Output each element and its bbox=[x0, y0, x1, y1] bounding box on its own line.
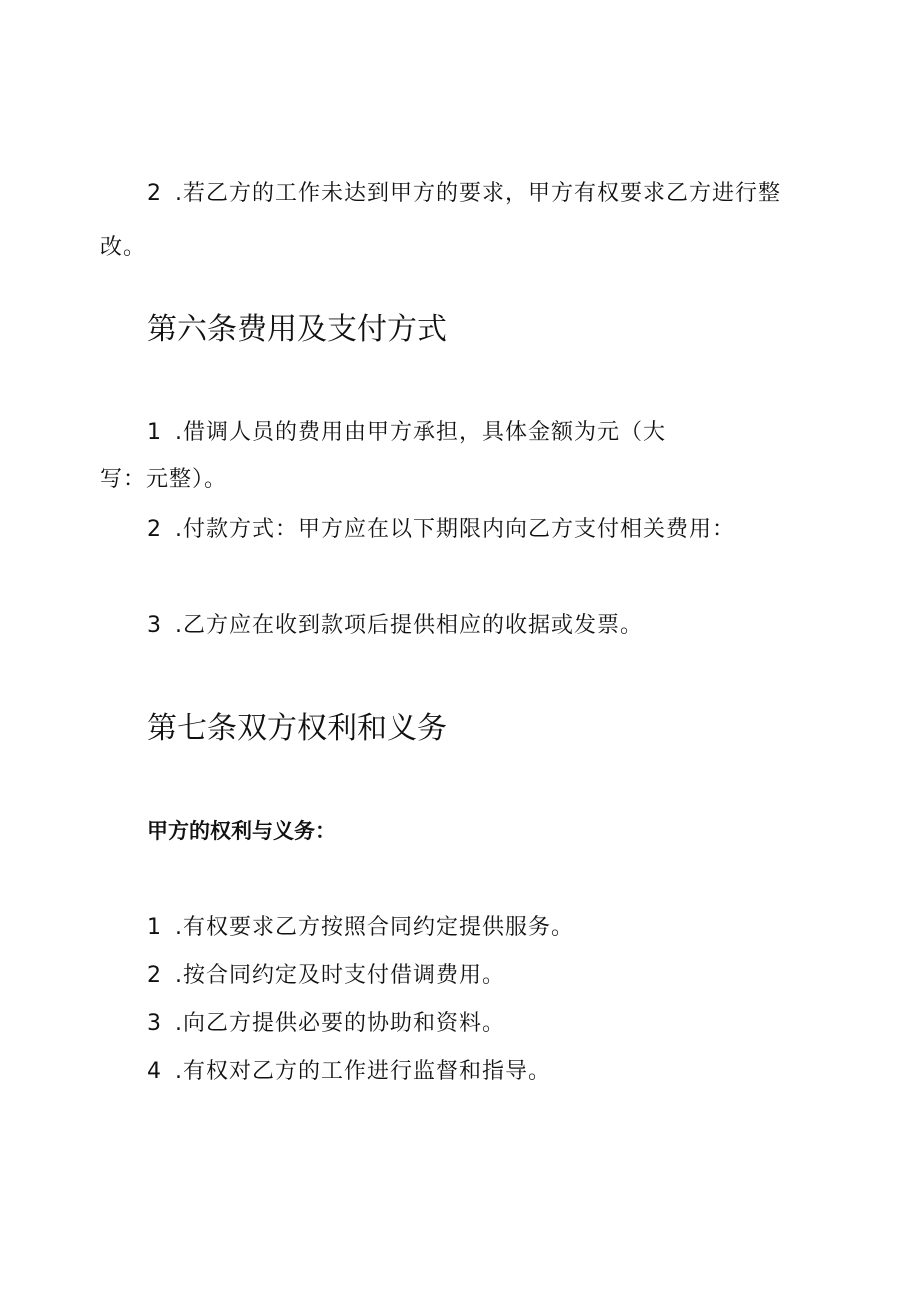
clause-text: .向乙方提供必要的协助和资料。 bbox=[175, 1011, 505, 1036]
clause-text: .付款方式：甲方应在以下期限内向乙方支付相关费用： bbox=[175, 517, 735, 542]
clause-number: 1 bbox=[147, 420, 162, 445]
clause-number: 2 bbox=[147, 181, 162, 206]
section-6-heading: 第六条费用及支付方式 bbox=[147, 312, 447, 347]
clause-text: .按合同约定及时支付借调费用。 bbox=[175, 963, 505, 988]
clause-text: .若乙方的工作未达到甲方的要求，甲方有权要求乙方进行整 bbox=[175, 181, 781, 206]
clause-number: 3 bbox=[147, 613, 162, 638]
clause-text: .有权对乙方的工作进行监督和指导。 bbox=[175, 1059, 551, 1084]
clause-5-item-2-line-2: 改。 bbox=[100, 235, 147, 260]
clause-number: 1 bbox=[147, 915, 162, 940]
party-a-item-2 bbox=[147, 962, 505, 990]
clause-6-item-3 bbox=[147, 612, 643, 640]
clause-text: .乙方应在收到款项后提供相应的收据或发票。 bbox=[175, 613, 643, 638]
party-a-item-4 bbox=[147, 1058, 551, 1086]
clause-6-item-1-line-1 bbox=[147, 419, 666, 447]
party-a-item-1 bbox=[147, 914, 574, 942]
clause-text: .借调人员的费用由甲方承担，具体金额为元（大 bbox=[175, 420, 666, 445]
clause-5-item-2-line-1 bbox=[147, 180, 781, 208]
clause-number: 3 bbox=[147, 1011, 162, 1036]
clause-number: 4 bbox=[147, 1059, 162, 1084]
party-a-item-3 bbox=[147, 1010, 505, 1038]
clause-number: 2 bbox=[147, 963, 162, 988]
clause-6-item-1-line-2: 写：元整）。 bbox=[100, 467, 228, 492]
party-a-rights-heading: 甲方的权利与义务： bbox=[147, 819, 336, 843]
clause-text: .有权要求乙方按照合同约定提供服务。 bbox=[175, 915, 574, 940]
clause-6-item-2 bbox=[147, 516, 735, 544]
clause-number: 2 bbox=[147, 517, 162, 542]
section-7-heading: 第七条双方权利和义务 bbox=[147, 711, 447, 746]
